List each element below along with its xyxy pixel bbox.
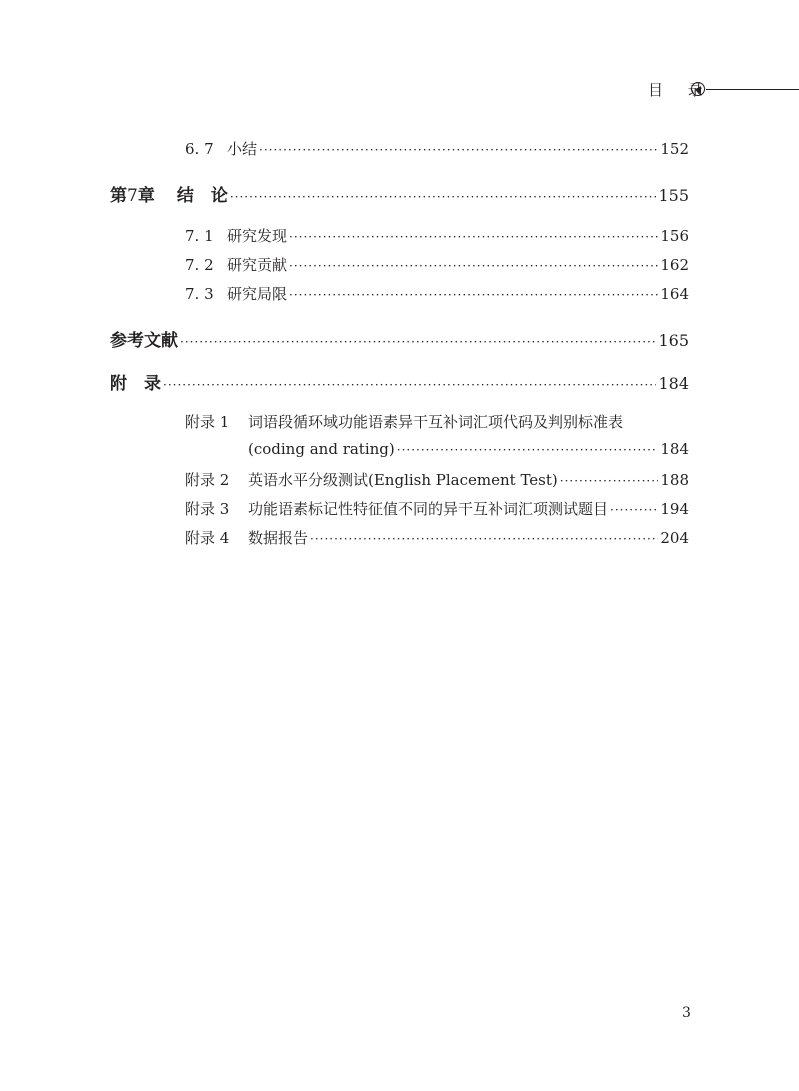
leader-dots — [289, 230, 658, 244]
section-number: 7. 2 — [185, 256, 214, 274]
leader-dots — [310, 532, 658, 546]
toc-entry-6-7[interactable] — [185, 138, 689, 159]
toc-entry-7-3[interactable] — [185, 283, 689, 304]
toc-entry-appendix-4[interactable] — [185, 527, 689, 548]
section-title: 研究发现 — [227, 227, 288, 245]
leader-dots — [610, 503, 658, 517]
leader-dots — [289, 259, 658, 273]
toc-entry-appendix-3[interactable] — [185, 498, 689, 519]
triangle-marker-icon — [691, 82, 705, 96]
leader-dots — [397, 443, 659, 457]
leader-dots — [259, 143, 658, 157]
page-number: 188 — [660, 471, 689, 489]
page-number: 184 — [658, 374, 689, 393]
toc-entry-references[interactable] — [110, 326, 689, 351]
appendix-number: 附录 1 — [185, 413, 230, 431]
header-rule — [706, 89, 799, 90]
appendix-item-title: 英语水平分级测试(English Placement Test) — [248, 471, 558, 489]
appendix-number: 附录 4 — [185, 529, 230, 547]
page-number: 184 — [660, 440, 689, 458]
toc-entry-7-2[interactable] — [185, 254, 689, 275]
leader-dots — [289, 288, 658, 302]
appendix-item-title: 词语段循环域功能语素异干互补词汇项代码及判别标准表 — [248, 413, 624, 431]
appendix-title: 附 录 — [110, 374, 161, 394]
appendix-number: 附录 2 — [185, 471, 230, 489]
page-number: 165 — [658, 331, 689, 350]
section-number: 7. 3 — [185, 285, 214, 303]
appendix-item-title: 数据报告 — [248, 529, 309, 547]
section-title: 小结 — [227, 140, 258, 158]
chapter-title: 结 论 — [176, 186, 228, 206]
appendix-item-title: 功能语素标记性特征值不同的异干互补词汇项测试题目 — [248, 500, 609, 518]
leader-dots — [560, 474, 659, 488]
chapter-number: 7 — [127, 186, 138, 206]
appendix-number: 附录 3 — [185, 500, 230, 518]
page-number: 155 — [658, 186, 689, 205]
running-head — [0, 80, 799, 102]
page-number: 156 — [660, 227, 689, 245]
page-number: 162 — [660, 256, 689, 274]
leader-dots — [163, 378, 656, 392]
toc-entry-appendix-2[interactable] — [185, 469, 689, 490]
page-number: 152 — [660, 140, 689, 158]
appendix-item-title-continued: (coding and rating) — [248, 440, 395, 458]
leader-dots — [180, 335, 656, 349]
section-title: 研究贡献 — [227, 256, 288, 274]
toc-entry-chapter-7[interactable] — [110, 181, 689, 206]
leader-dots — [230, 190, 657, 204]
chapter-suffix: 章 — [137, 186, 155, 206]
page-number: 164 — [660, 285, 689, 303]
running-head-title: 目 录 — [648, 81, 713, 99]
chapter-prefix: 第 — [110, 186, 127, 206]
page-number: 194 — [660, 500, 689, 518]
section-number: 7. 1 — [185, 227, 214, 245]
page-number: 204 — [660, 529, 689, 547]
page-folio: 3 — [682, 1005, 691, 1021]
toc-entry-7-1[interactable] — [185, 225, 689, 246]
toc-entry-appendix-1-continued[interactable] — [248, 440, 689, 458]
toc-entry-appendix-1[interactable] — [185, 411, 689, 432]
toc-entry-appendix[interactable] — [110, 369, 689, 394]
section-number: 6. 7 — [185, 140, 214, 158]
section-title: 研究局限 — [227, 285, 288, 303]
references-title: 参考文献 — [110, 331, 178, 351]
